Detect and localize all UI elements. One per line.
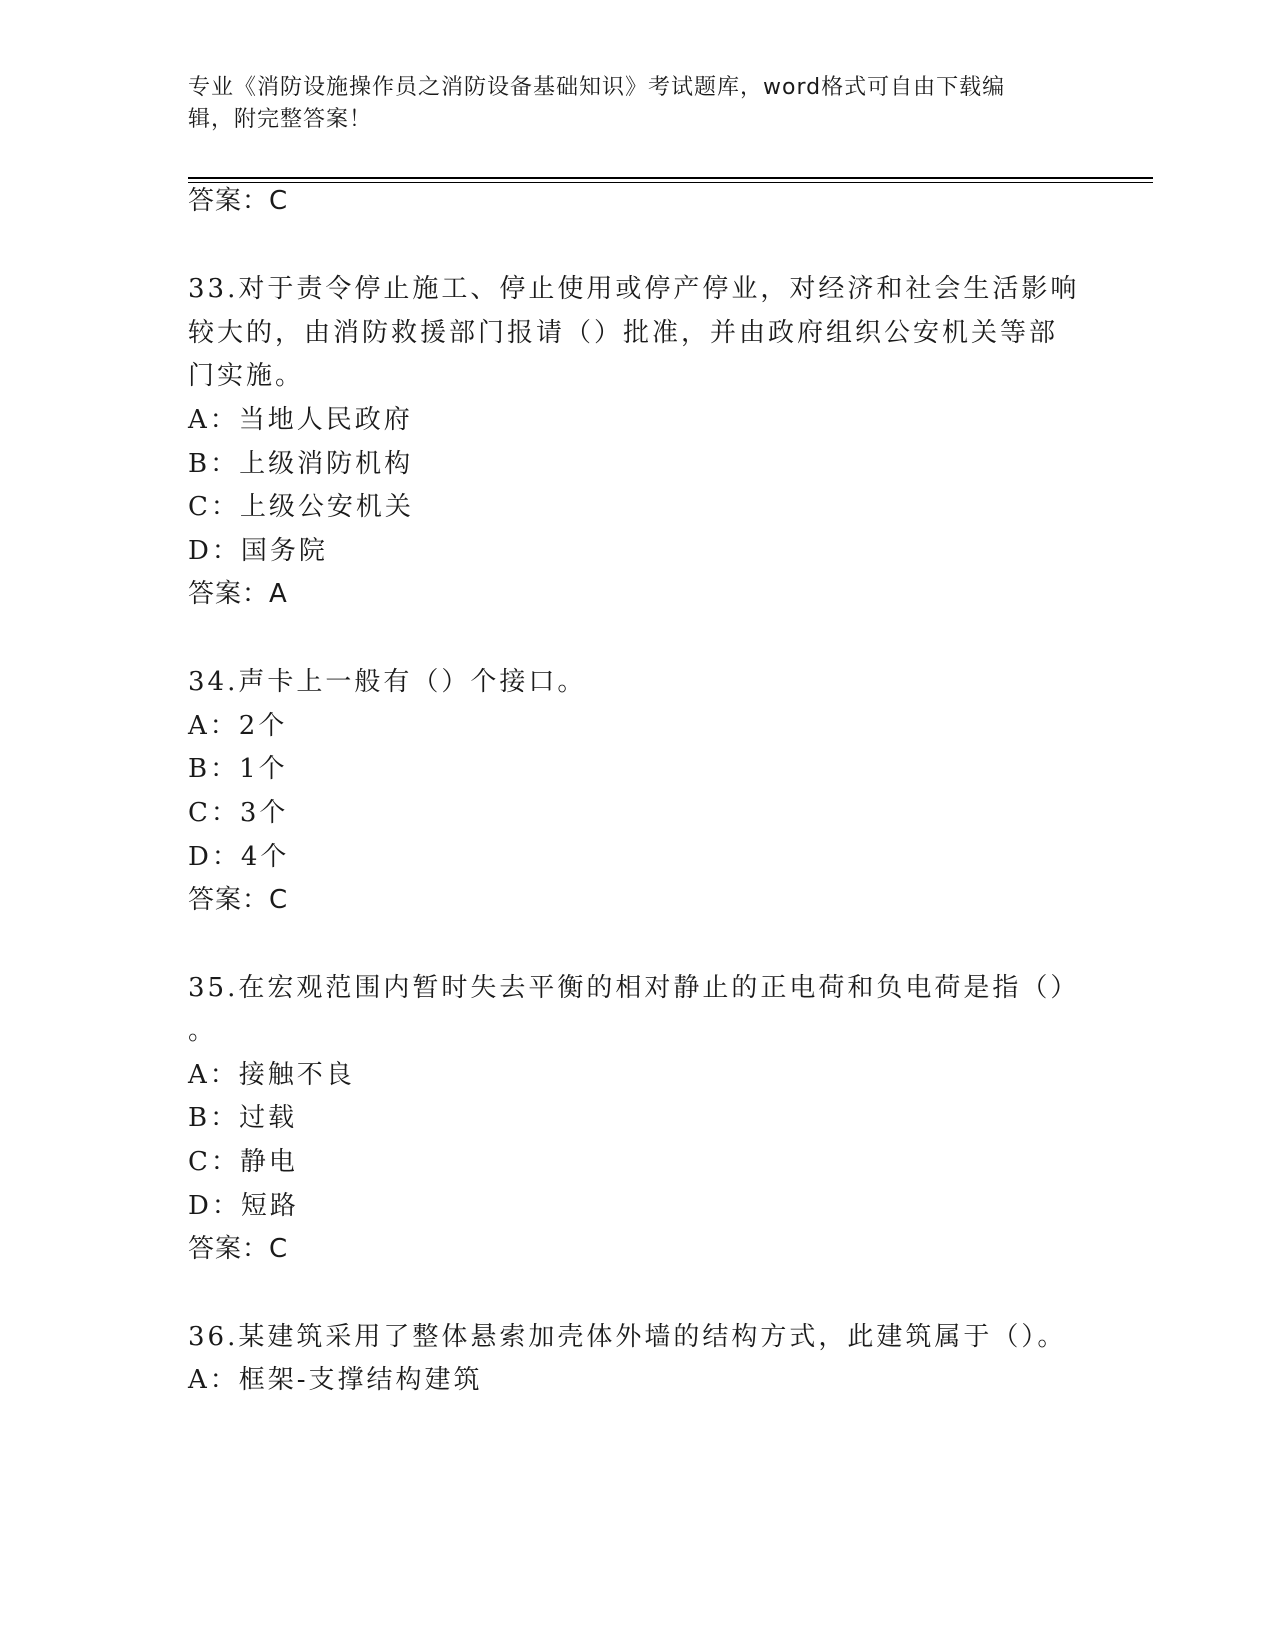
question-34-option-c: C：3个 [188, 798, 289, 828]
answer-35: 答案：C [188, 1234, 289, 1264]
question-34-option-a: A：2个 [188, 711, 288, 741]
question-34-option-b: B：1个 [188, 754, 288, 784]
question-33-line-2: 较大的，由消防救援部门报请（）批准，并由政府组织公安机关等部 [188, 318, 1059, 348]
question-33-line-1: 33.对于责令停止施工、停止使用或停产停业，对经济和社会生活影响 [188, 274, 1080, 304]
question-33-line-3: 门实施。 [188, 361, 305, 391]
question-36-line-1: 36.某建筑采用了整体悬索加壳体外墙的结构方式，此建筑属于（）。 [188, 1322, 1067, 1352]
header-divider-thin [188, 182, 1153, 183]
question-35-option-d: D：短路 [188, 1191, 299, 1221]
question-34-option-d: D：4个 [188, 842, 290, 872]
answer-34: 答案：C [188, 885, 289, 915]
question-35-line-1: 35.在宏观范围内暂时失去平衡的相对静止的正电荷和负电荷是指（） [188, 973, 1080, 1003]
question-33-option-d: D：国务院 [188, 536, 328, 566]
header-line-1: 专业《消防设施操作员之消防设备基础知识》考试题库，word格式可自由下载编 [188, 75, 1006, 100]
question-34-line-1: 34.声卡上一般有（）个接口。 [188, 667, 587, 697]
answer-32: 答案：C [188, 186, 289, 216]
question-33-option-a: A：当地人民政府 [188, 405, 413, 435]
header-line-2: 辑，附完整答案！ [188, 107, 373, 132]
document-header [188, 72, 1088, 136]
question-36-option-a: A：框架-支撑结构建筑 [188, 1365, 483, 1395]
question-33-option-b: B：上级消防机构 [188, 449, 414, 479]
question-35-option-b: B：过载 [188, 1103, 298, 1133]
question-33-option-c: C：上级公安机关 [188, 492, 414, 522]
header-divider-thick [188, 177, 1153, 179]
question-35-option-c: C：静电 [188, 1147, 298, 1177]
question-35-line-2: 。 [188, 1016, 218, 1046]
answer-33: 答案：A [188, 579, 288, 609]
question-35-option-a: A：接触不良 [188, 1060, 355, 1090]
